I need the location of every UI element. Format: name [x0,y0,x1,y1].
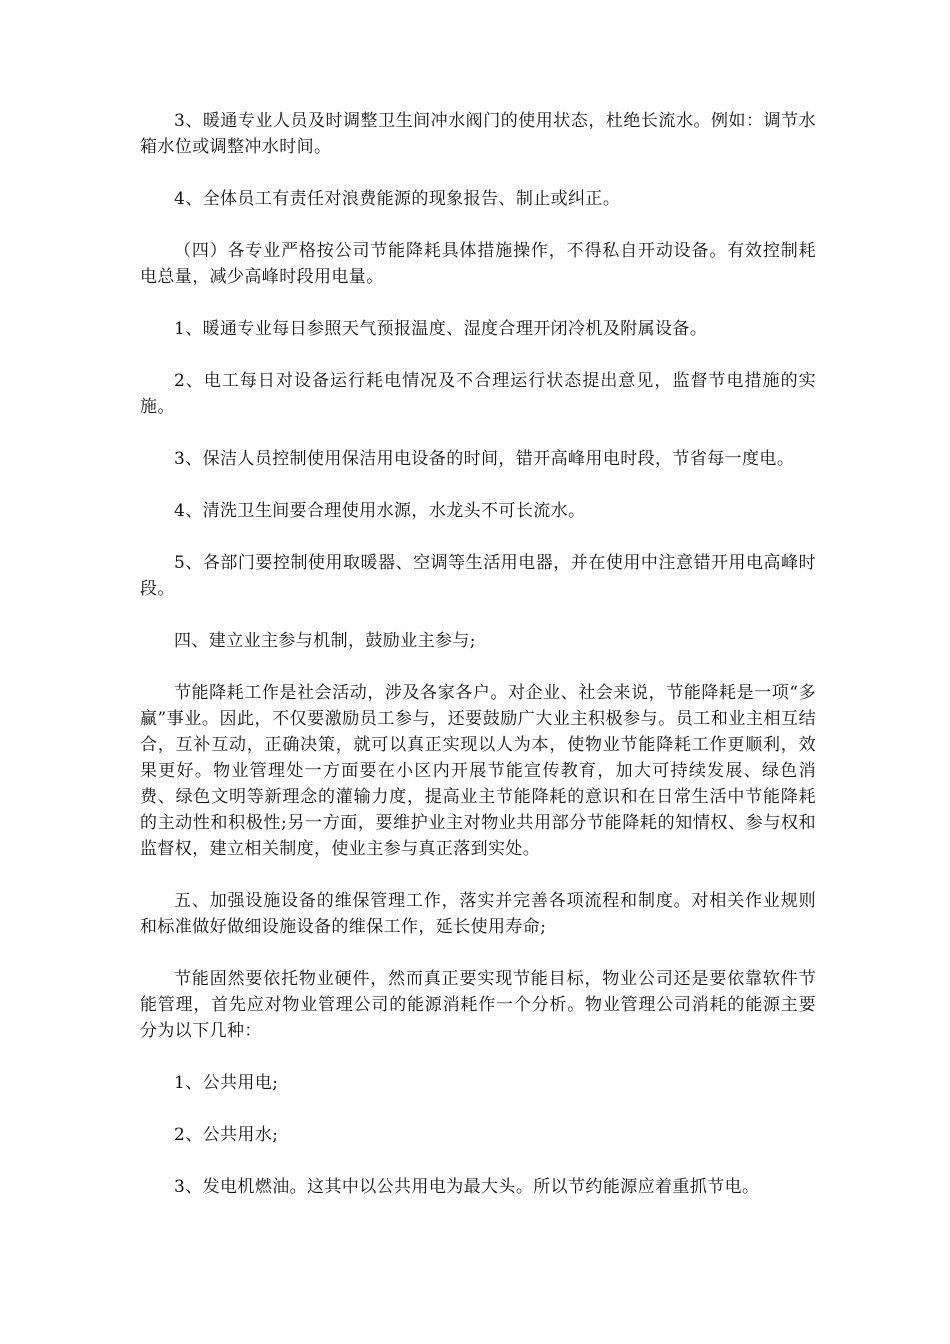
paragraph-owner-participation: 节能降耗工作是社会活动，涉及各家各户。对企业、社会来说，节能降耗是一项“多赢”事业。因此，不仅要激励员工参与，还要鼓励广大业主积极参与。员工和业主相互结合，互补互动，正确决策，就可以真正实现以人为本，使物业节能降耗工作更顺利，效果更好。物业管理处一方面要在小区内开展节能宣传教育，加大可持续发展、绿色消费、绿色文明等新理念的灌输力度，提高业主节能降耗的意识和在日常生活中节能降耗的主动性和积极性;另一方面，要维护业主对物业共用部分节能降耗的知情权、参与权和监督权，建立相关制度，使业主参与真正落到实处。 [140,683,816,859]
heading-owner-participation: 四、建立业主参与机制，鼓励业主参与; [174,631,476,651]
paragraph-restroom-water: 4、清洗卫生间要合理使用水源，水龙头不可长流水。 [174,501,586,521]
paragraph-cleaning-staff: 3、保洁人员控制使用保洁用电设备的时间，错开高峰用电时段，节省每一度电。 [174,449,795,469]
paragraph-energy-analysis: 节能固然要依托物业硬件，然而真正要实现节能目标，物业公司还是要依靠软件节能管理，首先应对物业管理公司的能源消耗作一个分析。物业管理公司消耗的能源主要分为以下几种： [140,969,816,1041]
paragraph-electrician: 2、电工每日对设备运行耗电情况及不合理运行状态提出意见，监督节电措施的实施。 [140,371,816,417]
document-body [140,108,816,1200]
paragraph-hvac-chiller: 1、暖通专业每日参照天气预报温度、湿度合理开闭冷机及附属设备。 [174,319,708,339]
list-item-public-water: 2、公共用水; [174,1125,279,1145]
list-item-public-electricity: 1、公共用电; [174,1073,279,1093]
paragraph-department-appliances: 5、各部门要控制使用取暖器、空调等生活用电器，并在使用中注意错开用电高峰时段。 [140,553,816,599]
paragraph-hvac-valve: 3、暖通专业人员及时调整卫生间冲水阀门的使用状态，杜绝长流水。例如：调节水箱水位或调整冲水时间。 [140,111,816,157]
heading-maintenance: 五、加强设施设备的维保管理工作，落实并完善各项流程和制度。对相关作业规则和标准做好做细设施设备的维保工作，延长使用寿命; [140,891,816,937]
paragraph-section-4-measures: （四）各专业严格按公司节能降耗具体措施操作，不得私自开动设备。有效控制耗电总量，减少高峰时段用电量。 [140,241,816,287]
paragraph-staff-report: 4、全体员工有责任对浪费能源的现象报告、制止或纠正。 [174,189,621,209]
list-item-generator-fuel: 3、发电机燃油。这其中以公共用电为最大头。所以节约能源应着重抓节电。 [174,1177,760,1197]
